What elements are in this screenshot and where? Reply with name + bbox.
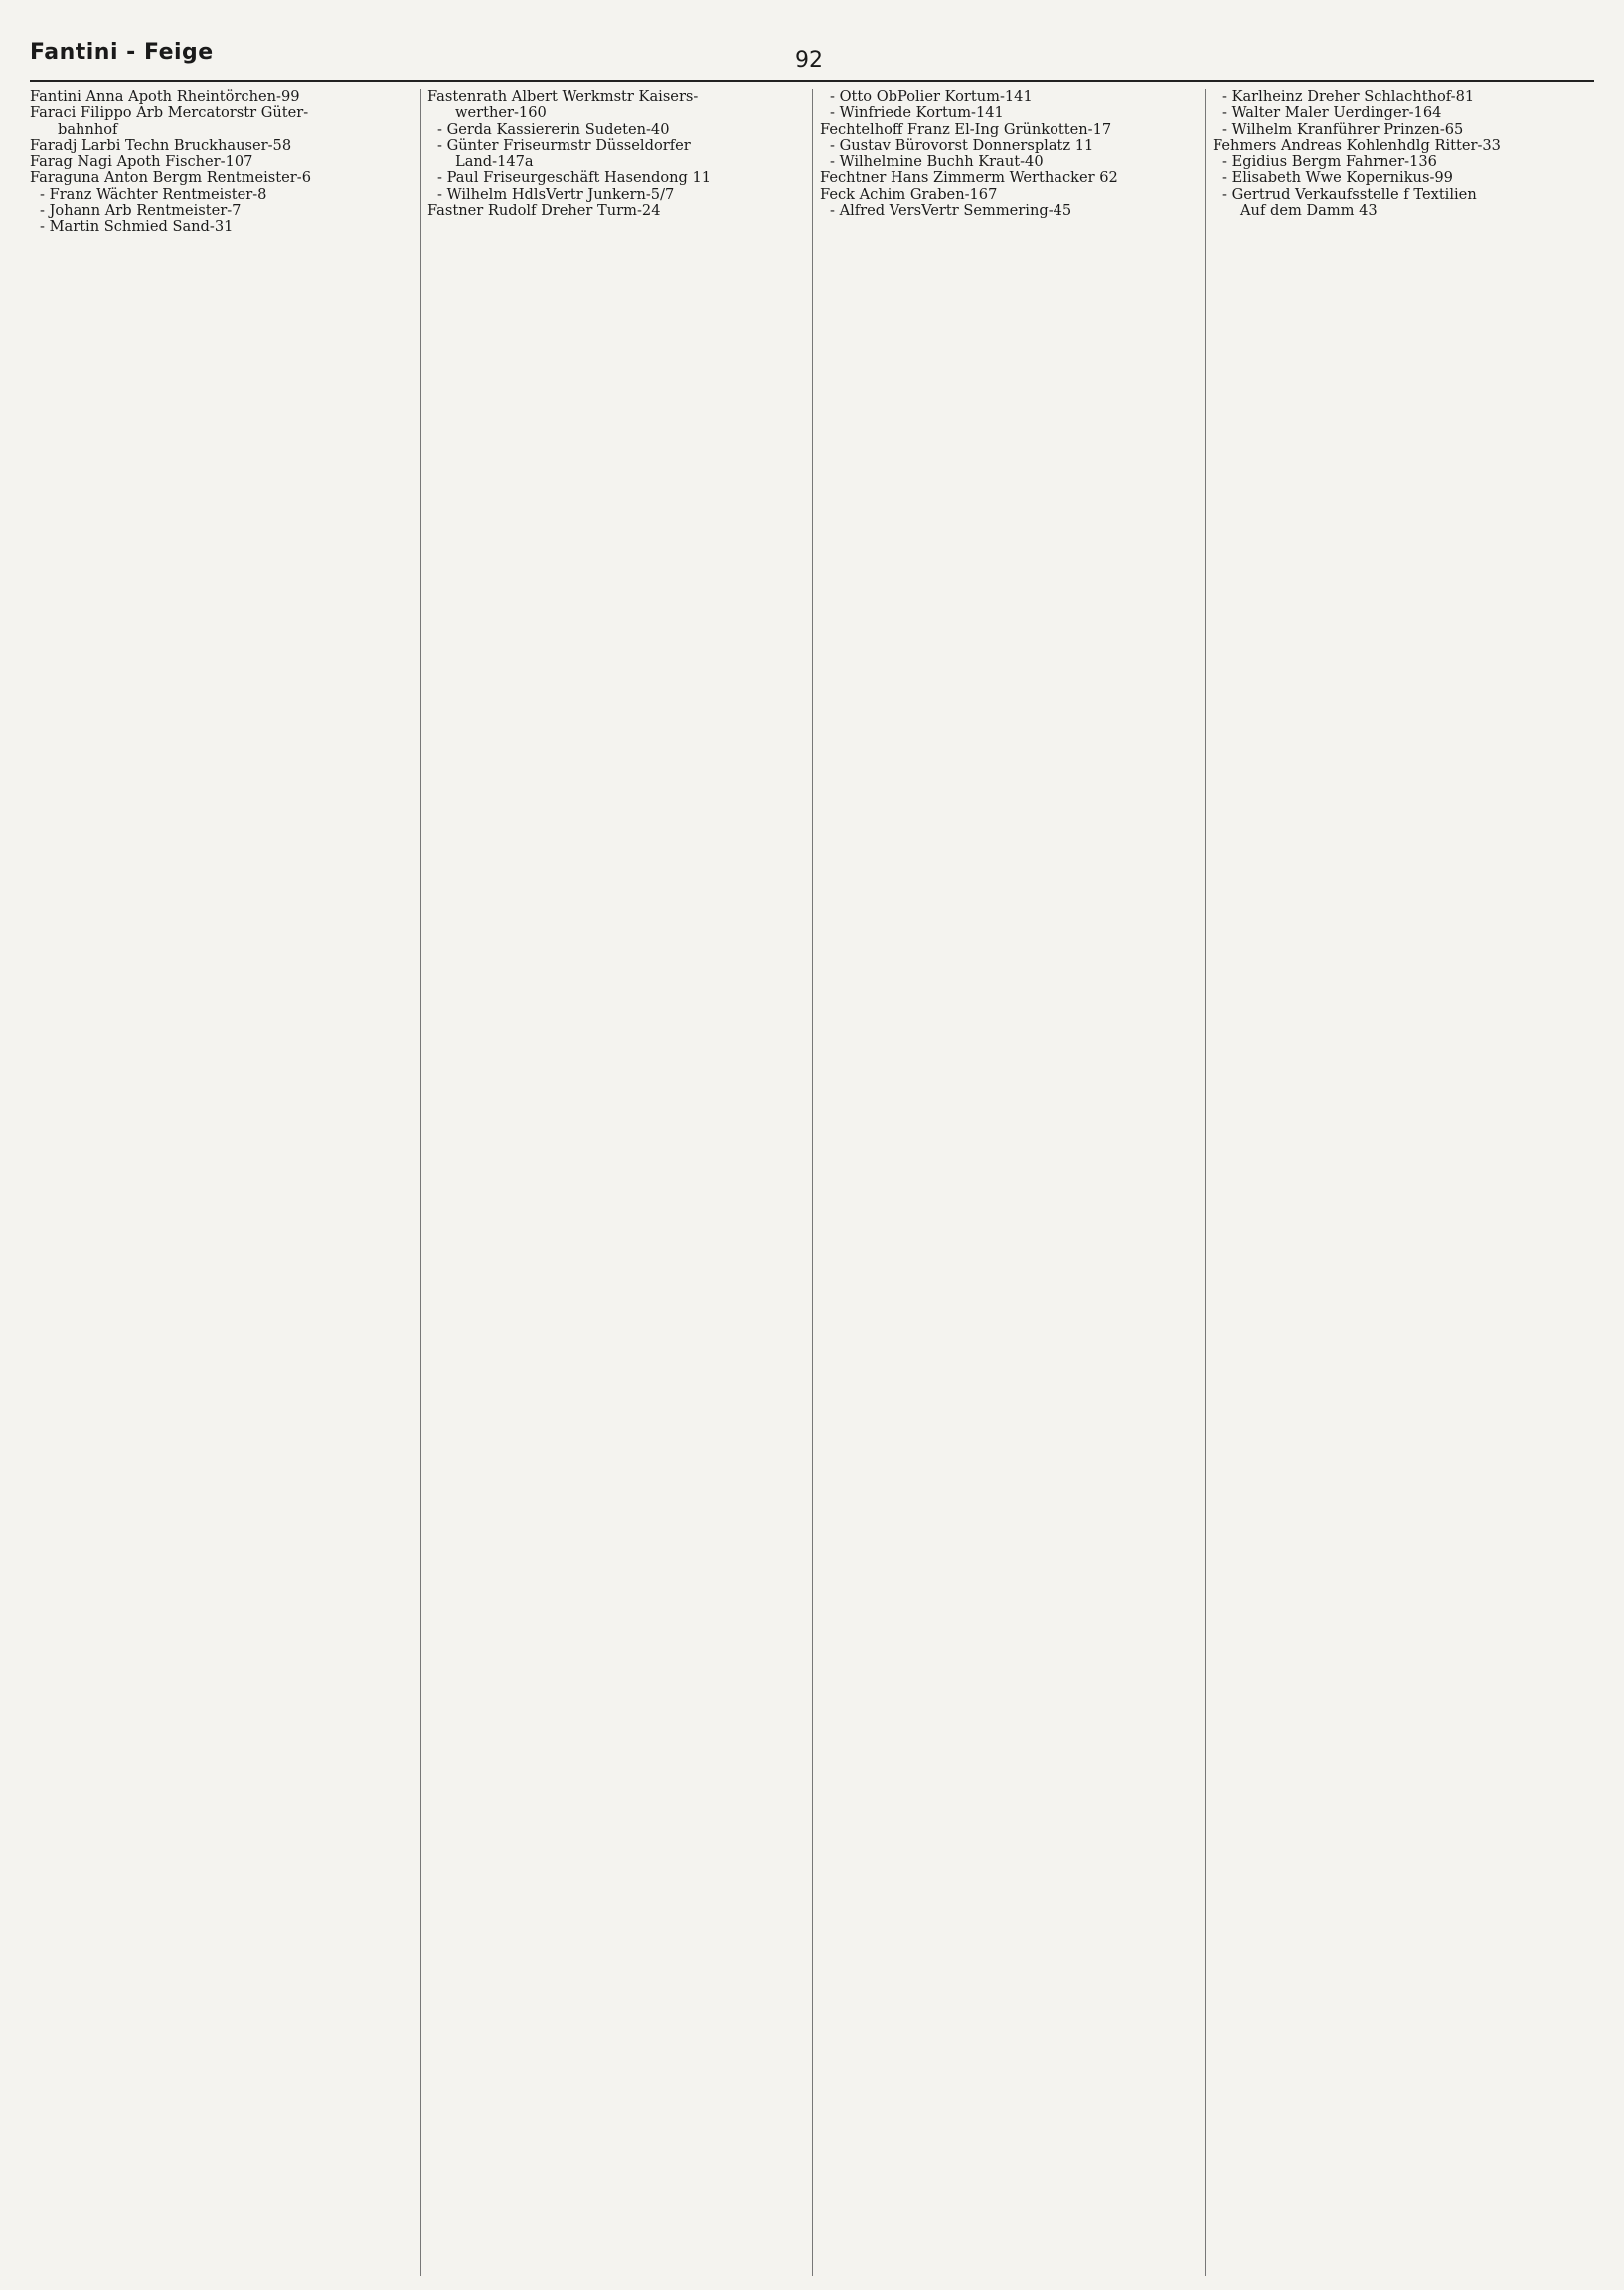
column-1 [30,89,409,2276]
directory-entry: Fechtner Hans Zimmerm Werthacker 62 [820,169,1118,187]
directory-entry: - Alfred VersVertr Semmering-45 [830,201,1072,219]
directory-entry: - Martin Schmied Sand-31 [40,218,234,235]
directory-entry: Faraguna Anton Bergm Rentmeister-6 [30,169,311,187]
directory-entry: - Wilhelm Kranführer Prinzen-65 [1222,120,1464,138]
directory-entry: - Günter Friseurmstr Düsseldorfer [437,136,691,154]
directory-entry: werther-160 [455,104,547,122]
directory-entry: Fechtelhoff Franz El-Ing Grünkotten-17 [820,120,1112,138]
directory-entry: Faradj Larbi Techn Bruckhauser-58 [30,136,292,154]
directory-entry: Farag Nagi Apoth Fischer-107 [30,153,253,170]
directory-entry: - Winfriede Kortum-141 [830,104,1004,122]
directory-entry: - Gustav Bürovorst Donnersplatz 11 [830,136,1094,154]
directory-entry: Fastenrath Albert Werkmstr Kaisers- [427,89,699,105]
directory-entry: Auf dem Damm 43 [1240,201,1378,219]
directory-entry: - Gerda Kassiererin Sudeten-40 [437,120,670,138]
column-divider [1205,89,1206,2276]
column-3 [820,89,1200,2276]
header-rule [30,80,1594,82]
directory-entry: - Otto ObPolier Kortum-141 [830,89,1033,105]
running-head: Fantini - Feige [30,40,214,65]
directory-entry: Fastner Rudolf Dreher Turm-24 [427,201,661,219]
column-divider [420,89,421,2276]
column-4 [1213,89,1592,2276]
directory-entry: - Elisabeth Wwe Kopernikus-99 [1222,169,1453,187]
directory-columns [30,89,1594,2276]
directory-entry: - Franz Wächter Rentmeister-8 [40,185,267,203]
directory-entry: - Gertrud Verkaufsstelle f Textilien [1222,185,1477,203]
directory-entry: - Paul Friseurgeschäft Hasendong 11 [437,169,712,187]
page-header [30,40,1594,82]
directory-entry: Faraci Filippo Arb Mercatorstr Güter- [30,104,309,122]
directory-entry: - Walter Maler Uerdinger-164 [1222,104,1442,122]
directory-entry: Fantini Anna Apoth Rheintörchen-99 [30,89,300,105]
page-number: 92 [795,48,823,73]
directory-entry: - Wilhelmine Buchh Kraut-40 [830,153,1044,170]
directory-entry: - Wilhelm HdlsVertr Junkern-5/7 [437,185,675,203]
directory-entry: Land-147a [455,153,534,170]
directory-entry: - Egidius Bergm Fahrner-136 [1222,153,1437,170]
directory-entry: bahnhof [58,120,118,138]
column-2 [427,89,807,2276]
directory-entry: Feck Achim Graben-167 [820,185,998,203]
directory-entry: Fehmers Andreas Kohlenhdlg Ritter-33 [1213,136,1501,154]
column-divider [812,89,813,2276]
directory-entry: - Johann Arb Rentmeister-7 [40,201,242,219]
directory-entry: - Karlheinz Dreher Schlachthof-81 [1222,89,1475,105]
